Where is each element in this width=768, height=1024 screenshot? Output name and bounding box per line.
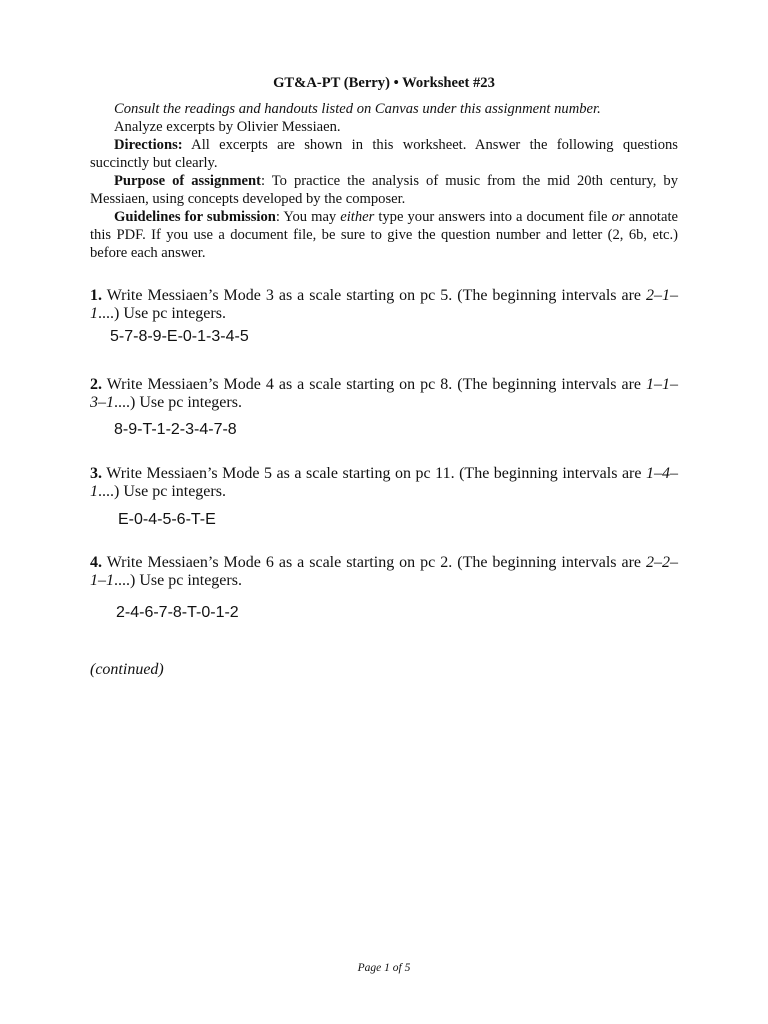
consult-line: Consult the readings and handouts listed on Canvas under this assignment number. (114, 101, 601, 117)
intervals: 2–1–1 (90, 287, 678, 322)
guidelines-or: or (611, 209, 625, 225)
question-3 (90, 465, 678, 528)
question-number: 2. (90, 376, 102, 393)
worksheet-page (90, 74, 678, 262)
question-number: 1. (90, 287, 102, 304)
answer-3: E-0-4-5-6-T-E (118, 511, 216, 528)
page-number: Page 1 of 5 (357, 962, 411, 974)
question-4-text: 4. Write Messiaen’s Mode 6 as a scale starting on pc 2. (The beginning intervals are 2–2–1–1....) Use pc integers. (90, 554, 678, 589)
directions-label: Directions: (114, 137, 183, 153)
page-title: GT&A-PT (Berry) • Worksheet #23 (273, 75, 495, 91)
directions-text: All excerpts are shown in this worksheet. Answer the following questions succinctly but clearly. (90, 137, 678, 171)
answer-1: 5-7-8-9-E-0-1-3-4-5 (110, 328, 249, 345)
question-3-text: 3. Write Messiaen’s Mode 5 as a scale starting on pc 11. (The beginning intervals are 1–4–1....) Use pc integers. (90, 465, 678, 500)
guidelines-text-a: : You may (275, 209, 341, 225)
purpose-paragraph (90, 172, 678, 208)
guidelines-text-c: annotate this PDF. If you use a document file, be sure to give the question number and letter (2, 6b, etc.) before each answer. (90, 209, 679, 261)
question-1-text: 1. Write Messiaen’s Mode 3 as a scale starting on pc 5. (The beginning intervals are 2–1–1....) Use pc integers. (90, 287, 678, 322)
question-2-text: 2. Write Messiaen’s Mode 4 as a scale starting on pc 8. (The beginning intervals are 1–1–3–1....) Use pc integers. (90, 376, 678, 411)
purpose-text: : To practice the analysis of music from the mid 20th century, by Messiaen, using concepts developed by the composer. (90, 173, 678, 207)
guidelines-either: either (340, 209, 375, 225)
question-4 (90, 554, 678, 621)
intervals: 2–2–1–1 (90, 554, 678, 589)
question-2 (90, 376, 678, 438)
question-1 (90, 287, 678, 345)
guidelines-paragraph (90, 208, 678, 262)
question-number: 3. (90, 465, 102, 482)
intervals: 1–4–1 (90, 465, 678, 500)
directions-paragraph (90, 136, 678, 172)
guidelines-text-b: type your answers into a document file (374, 209, 612, 225)
answer-2: 8-9-T-1-2-3-4-7-8 (114, 421, 237, 438)
guidelines-label: Guidelines for submission (114, 209, 276, 225)
intervals: 1–1–3–1 (90, 376, 678, 411)
continued-note: (continued) (90, 661, 164, 678)
question-number: 4. (90, 554, 102, 571)
answer-4: 2-4-6-7-8-T-0-1-2 (116, 604, 239, 621)
purpose-label: Purpose of assignment (114, 173, 261, 189)
analyze-line: Analyze excerpts by Olivier Messiaen. (114, 119, 341, 135)
